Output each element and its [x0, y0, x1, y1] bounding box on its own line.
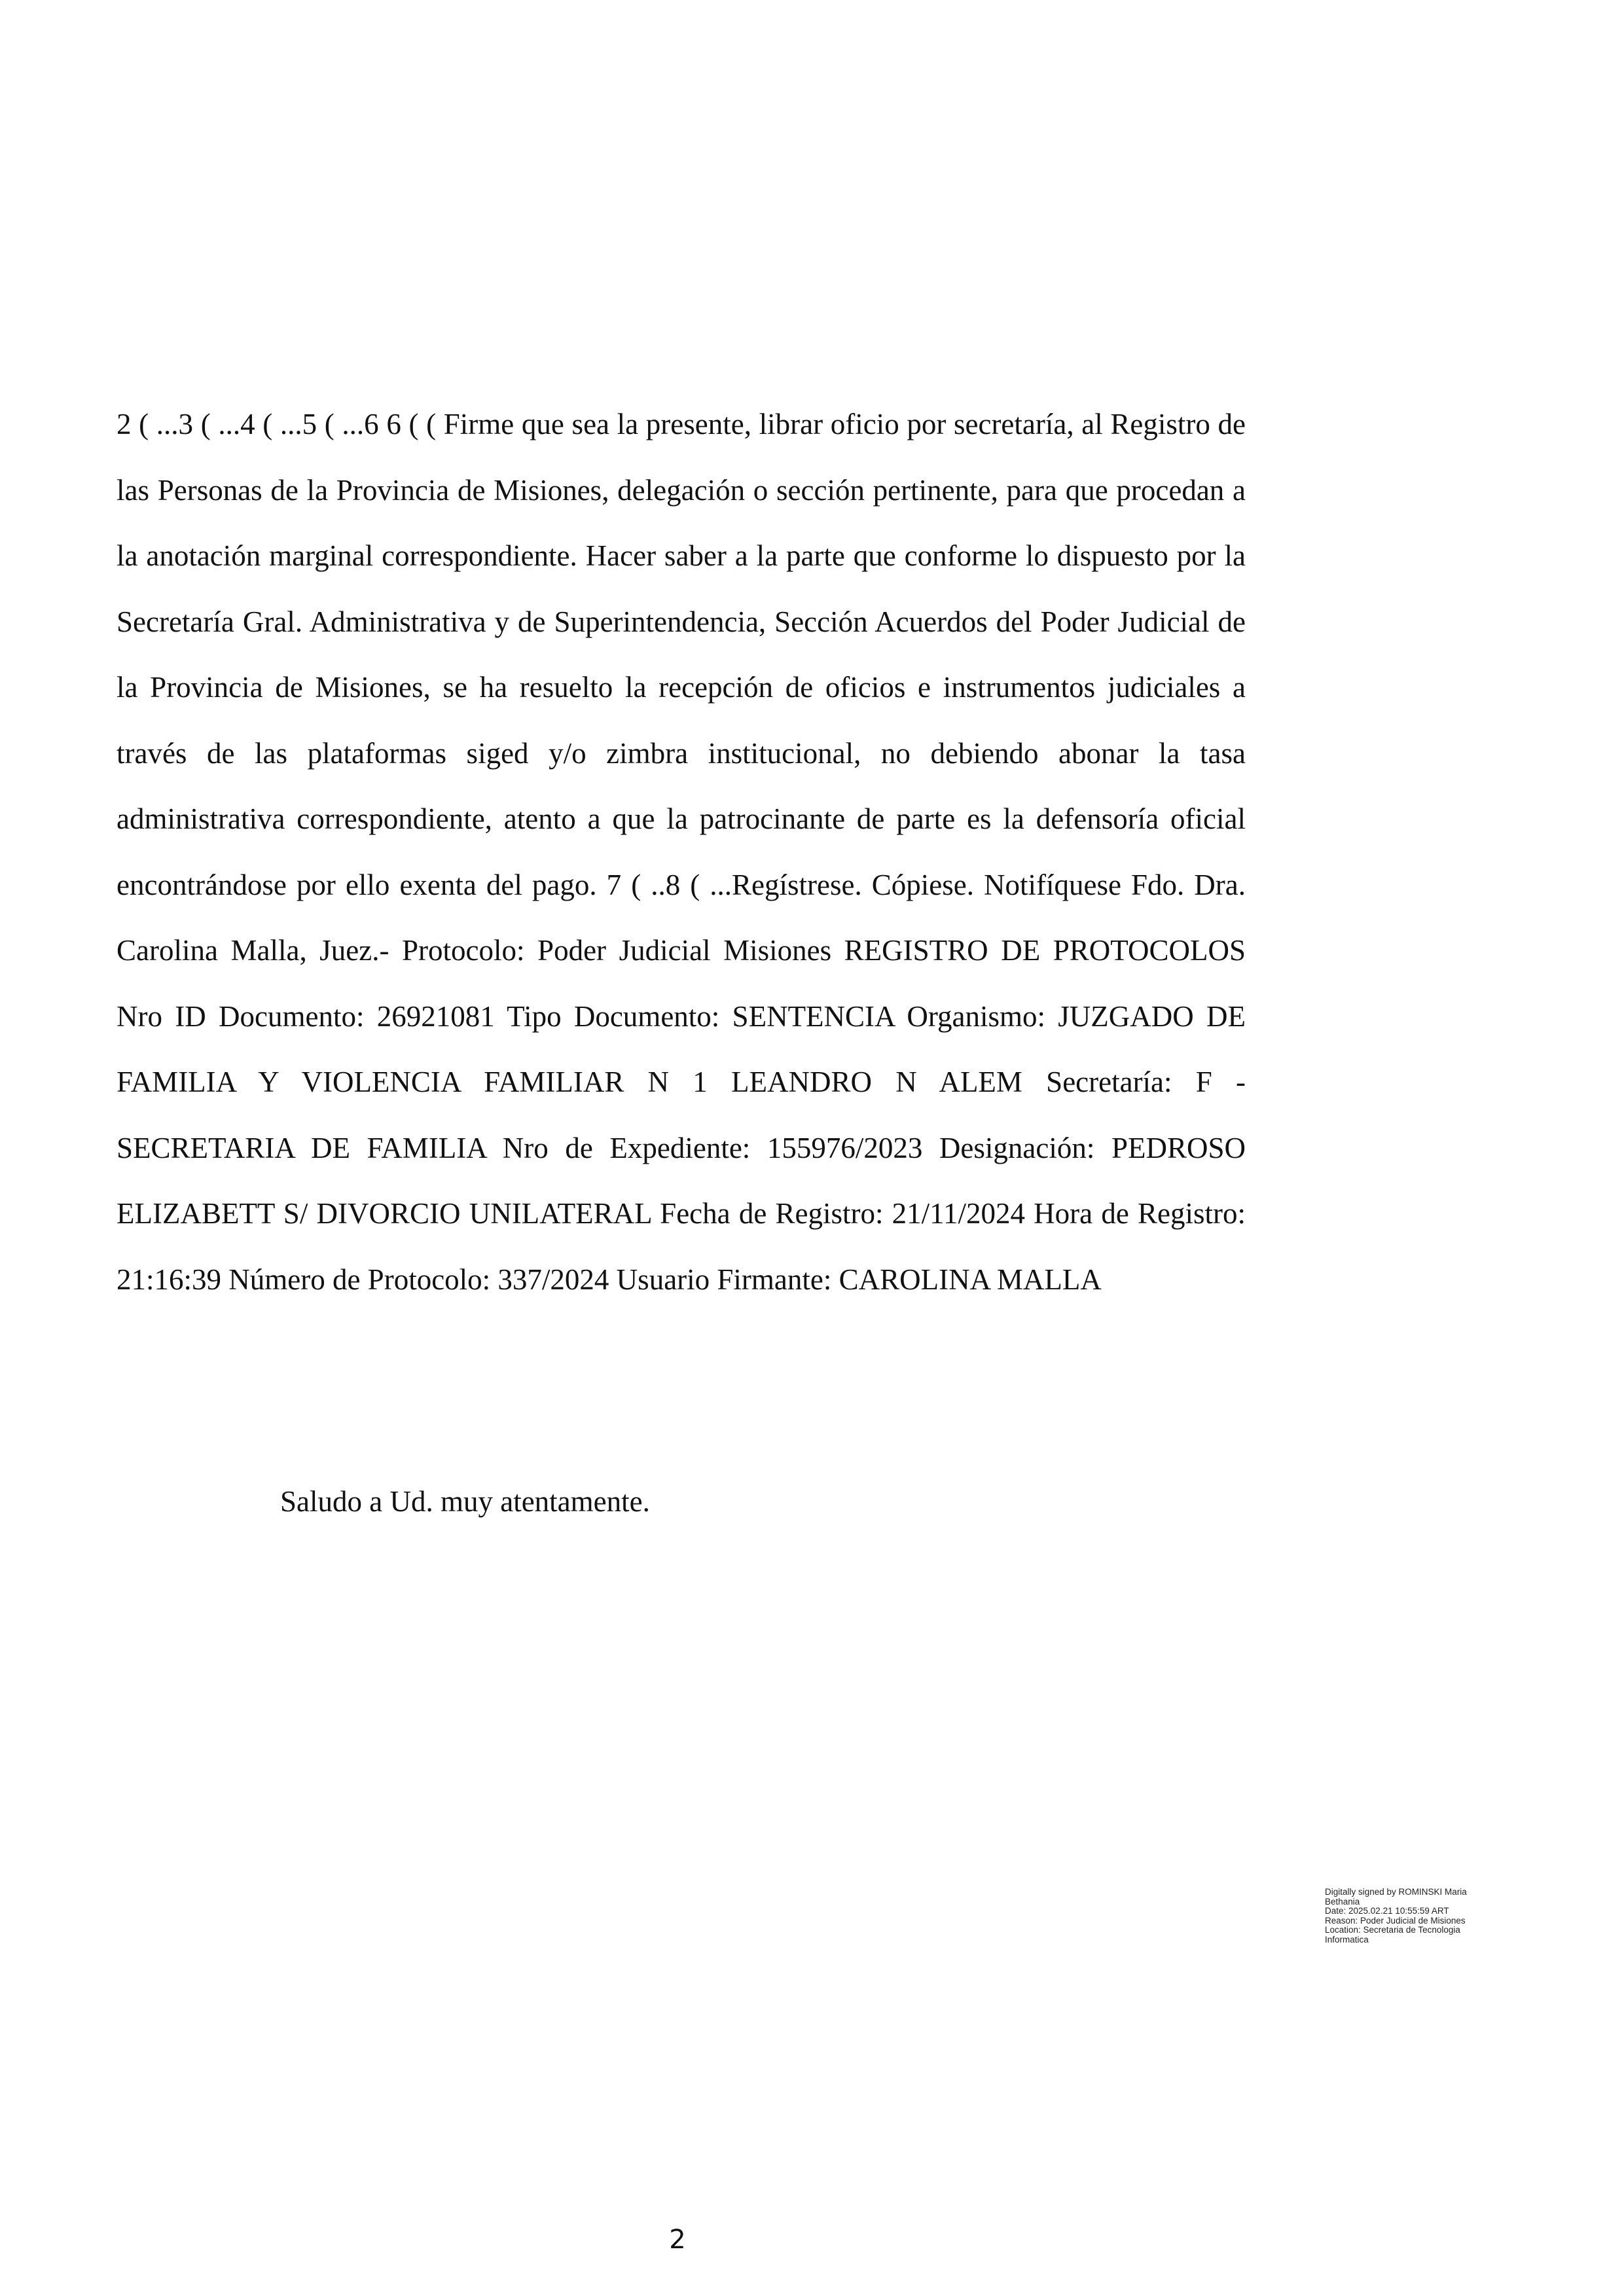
- signature-line: Bethania: [1325, 1896, 1360, 1907]
- signature-line: Informatica: [1325, 1934, 1369, 1945]
- signature-line: Reason: Poder Judicial de Misiones: [1325, 1915, 1466, 1926]
- page-number: 2: [669, 2225, 686, 2255]
- paragraph-numbering: 2 ( ...3 ( ...4 ( ...5 ( ...6 6 ( (: [117, 408, 444, 440]
- closing-salutation: Saludo a Ud. muy atentamente.: [280, 1485, 650, 1518]
- signature-line: Location: Secretaria de Tecnologia: [1325, 1925, 1460, 1935]
- digital-signature-stamp: [1325, 1888, 1521, 1945]
- signature-line: Digitally signed by ROMINSKI Maria: [1325, 1887, 1467, 1897]
- signature-line: Date: 2025.02.21 10:55:59 ART: [1325, 1906, 1449, 1916]
- resolution-paragraph: [117, 391, 1246, 1312]
- paragraph-text: Firme que sea la presente, librar oficio por secretaría, al Registro de las Personas de la Provincia de Misiones, delegación o sección pertinente, para que procedan a la anotación marginal correspondiente. Hacer saber a la parte que conforme lo dispuesto por la Secretaría Gral. Administrativa y de Superintendencia, Sección Acuerdos del Poder Judicial de la Provincia de Misiones, se ha resuelto la recepción de oficios e instrumentos judiciales a través de las plataformas siged y/o zimbra institucional, no debiendo abonar la tasa administrativa correspondiente, atento a que la patrocinante de parte es la defensoría oficial encontrándose por ello exenta del pago. 7 ( ..8 ( ...Regístrese. Cópiese. Notifíquese Fdo. Dra. Carolina Malla, Juez.- Protocolo: Poder Judicial Misiones REGISTRO DE PROTOCOLOS Nro ID Documento: 26921081 Tipo Documento: SENTENCIA Organismo: JUZGADO DE FAMILIA Y VIOLENCIA FAMILIAR N 1 LEANDRO N ALEM Secretaría: F - SECRETARIA DE FAMILIA Nro de Expediente: 155976/2023 Designación: PEDROSO ELIZABETT S/ DIVORCIO UNILATERAL Fecha de Registro: 21/11/2024 Hora de Registro: 21:16:39 Número de Protocolo: 337/2024 Usuario Firmante: CAROLINA MALLA: [117, 408, 1246, 1296]
